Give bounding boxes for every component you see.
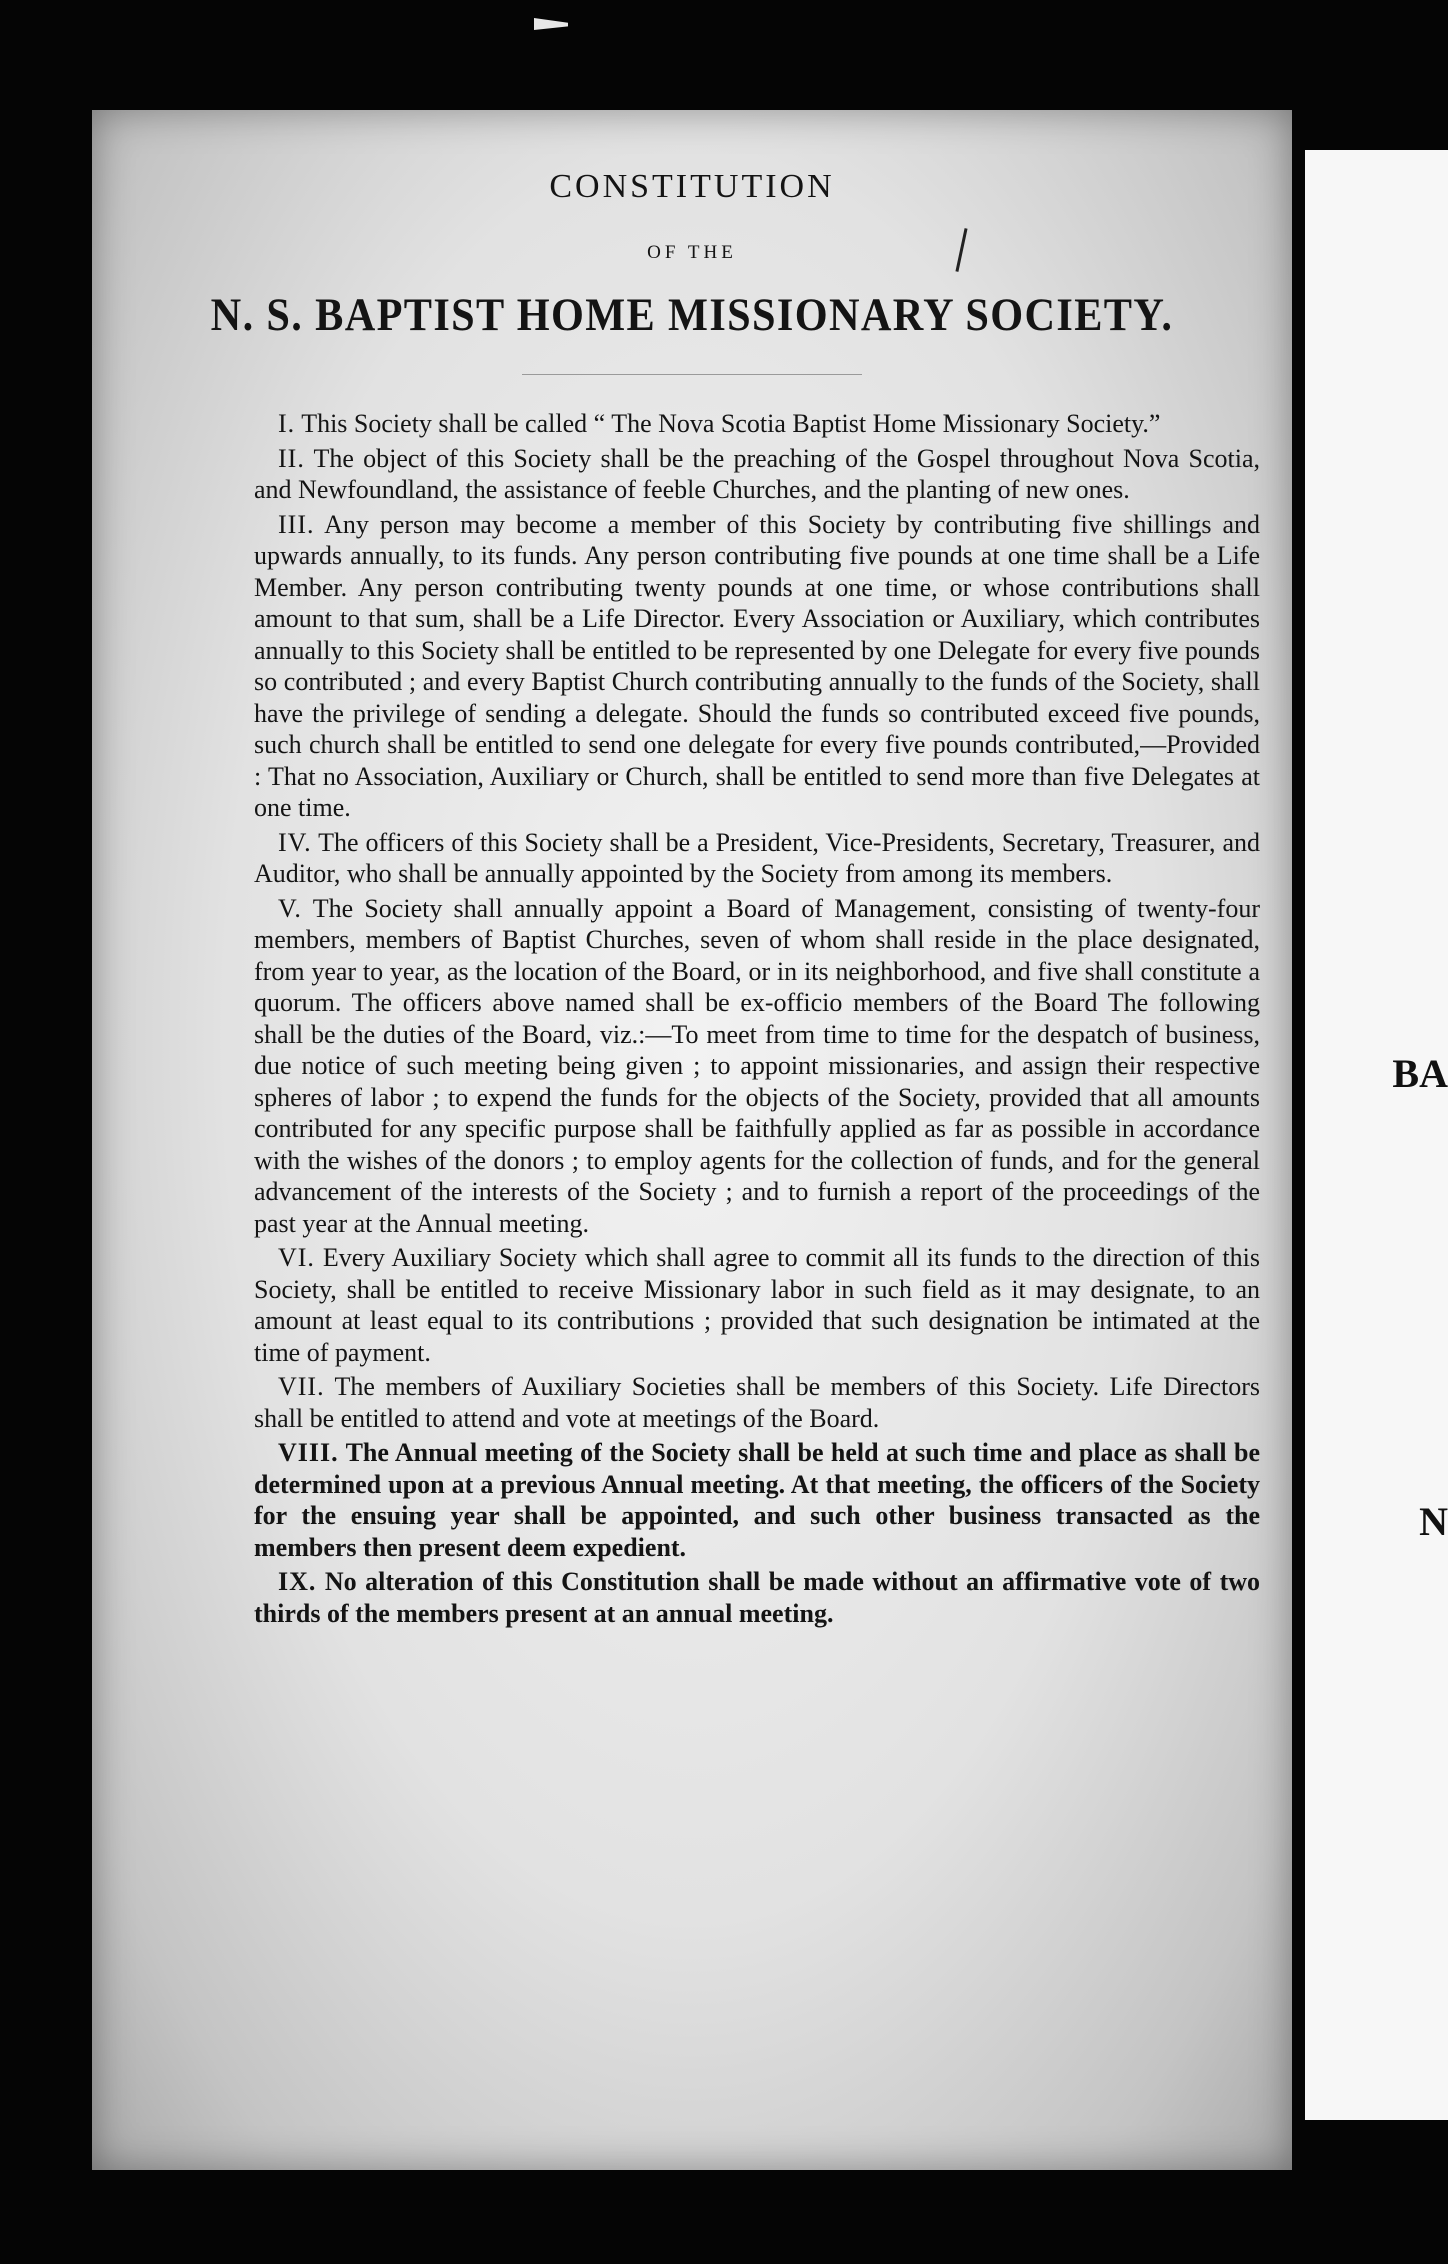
article-text: No alteration of this Constitution shall be made without an affirmative vote of two thirds of the members present at an annual meeting. <box>254 1567 1261 1628</box>
heading-society-name: N. S. BAPTIST HOME MISSIONARY SOCIETY. <box>210 289 1174 341</box>
article-text: Every Auxiliary Society which shall agree to commit all its funds to the direction of this Society, shall be entitled to receive Missionary labor in such field as it may designate, to an amount at least equal to its contributions ; provided that such designation be intimated at the time of payment. <box>254 1243 1260 1367</box>
adjacent-page-edge <box>1305 150 1448 2120</box>
scan-edge-mark <box>534 18 568 30</box>
article-numeral: I. <box>278 409 296 438</box>
article-numeral: VIII. <box>278 1438 339 1467</box>
article-1 <box>254 408 1260 440</box>
article-numeral: VI. <box>278 1243 315 1272</box>
article-5 <box>254 893 1260 1240</box>
article-numeral: IX. <box>278 1567 317 1596</box>
article-3 <box>254 509 1260 824</box>
article-6 <box>254 1242 1260 1368</box>
article-numeral: II. <box>278 443 305 473</box>
adjacent-text-fragment: BA <box>1392 1051 1448 1096</box>
article-text: The Annual meeting of the Society shall be held at such time and place as shall be determined upon at a previous Annual meeting. At that meeting, the officers of the Society for the ensuing year shall be appointed, and such other business transacted as the members then present deem expedient. <box>254 1438 1260 1562</box>
article-text: The members of Auxiliary Societies shall be members of this Society. Life Directors shall be entitled to attend and vote at meetings of the Board. <box>254 1372 1261 1433</box>
article-text: The officers of this Society shall be a President, Vice-Presidents, Secretary, Treasurer, and Auditor, who shall be annually appointed by the Society from among its members. <box>254 827 1260 888</box>
article-numeral: III. <box>278 509 315 539</box>
article-text: The object of this Society shall be the preaching of the Gospel throughout Nova Scotia, and Newfoundland, the assistance of feeble Churches, and the planting of new ones. <box>254 443 1260 504</box>
articles-list <box>254 408 1260 1632</box>
article-8 <box>254 1437 1260 1563</box>
heading-of-the: OF THE <box>647 242 737 263</box>
adjacent-text-fragment: N <box>1419 1499 1448 1544</box>
document-page <box>92 110 1292 2170</box>
article-text: The Society shall annually appoint a Board of Management, consisting of twenty-four members, members of Baptist Churches, seven of whom shall reside in the place designated, from year to year, as the location of the Board, or in its neighborhood, and five shall constitute a quorum. The officers above named shall be ex-officio members of the Board The following shall be the duties of the Board, viz.:—To meet from time to time for the despatch of business, due notice of such meeting being given ; to appoint missionaries, and assign their respective spheres of labor ; to expend the funds for the objects of the Society, provided that all amounts contributed for any specific purpose shall be faithfully applied as far as possible in accordance with the wishes of the donors ; to employ agents for the collection of funds, and for the general advancement of the interests of the Society ; and to furnish a report of the proceedings of the past year at the Annual meeting. <box>254 893 1261 1238</box>
article-2 <box>254 443 1260 506</box>
article-numeral: IV. <box>278 827 312 857</box>
divider <box>522 374 862 375</box>
article-numeral: VII. <box>278 1372 325 1401</box>
article-9 <box>254 1566 1260 1629</box>
article-4 <box>254 827 1260 890</box>
article-7 <box>254 1371 1260 1434</box>
heading-constitution: CONSTITUTION <box>549 168 835 205</box>
article-numeral: V. <box>278 893 302 923</box>
article-text: Any person may become a member of this Society by contributing five shillings and upwards annually, to its funds. Any person contributing five pounds at one time shall be a Life Member. Any person contributing twenty pounds at one time, or whose contributions shall amount to that sum, shall be a Life Director. Every Association or Auxiliary, which contributes annually to this Society shall be entitled to be represented by one Delegate for every five pounds so contributed ; and every Baptist Church contributing annually to the funds of the Society, shall have the privilege of sending a delegate. Should the funds so contributed exceed five pounds, such church shall be entitled to send one delegate for every five pounds contributed,—Provided : That no Association, Auxiliary or Church, shall be entitled to send more than five Delegates at one time. <box>254 509 1260 822</box>
article-text: This Society shall be called “ The Nova Scotia Baptist Home Missionary Society.” <box>301 409 1161 438</box>
